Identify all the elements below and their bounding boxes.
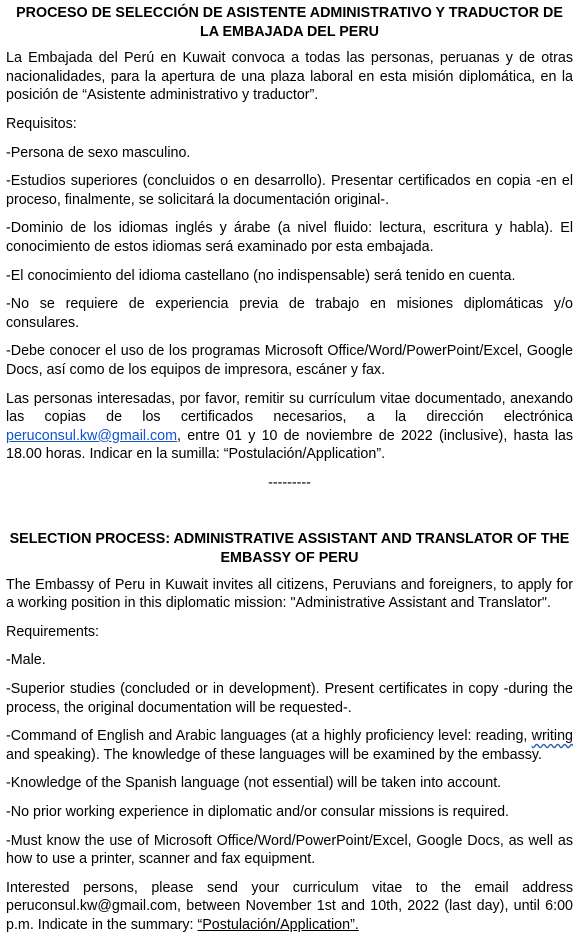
english-intro: The Embassy of Peru in Kuwait invites all citizens, Peruvians and foreigners, to apply for a working position in this diplomatic mission: "Administrative Assistant and Translator". [6, 576, 573, 612]
english-requirement-item: -Must know the use of Microsoft Office/Word/PowerPoint/Excel, Google Docs, as well as how to use a printer, scanner and fax equipment. [6, 832, 573, 868]
spanish-requirement-item: -El conocimiento del idioma castellano (no indispensable) será tenido en cuenta. [6, 267, 516, 284]
english-requirement-item: -Male. [6, 652, 46, 669]
email-link[interactable]: peruconsul.kw@gmail.com [6, 427, 178, 444]
spanish-requirement-item: -Debe conocer el uso de los programas Microsoft Office/Word/PowerPoint/Excel, Google Docs, así como de los equipos de impresora, escáner y fax. [6, 343, 573, 378]
spanish-closing-text: Las personas interesadas, por favor, remitir su currículum vitae documentado, anexando las copias de los certificados necesarios, a la dirección electrónica [6, 390, 573, 426]
spanish-title: PROCESO DE SELECCIÓN DE ASISTENTE ADMINISTRATIVO Y TRADUCTOR DE LA EMBAJADA DEL PERU [16, 5, 563, 40]
spanish-closing-text-end: , entre 01 y 10 de noviembre de 2022 (inclusive), hasta las 18.00 horas. Indicar en la sumilla: “Postulación/Application”. [6, 427, 573, 463]
english-language-text-end: and speaking). The knowledge of these languages will be examined by the embassy. [6, 746, 542, 763]
spanish-closing [6, 390, 573, 464]
english-closing [6, 879, 573, 935]
english-requirement-item: -Knowledge of the Spanish language (not essential) will be taken into account. [6, 775, 502, 792]
spanish-intro: La Embajada del Perú en Kuwait convoca a todas las personas, peruanas y de otras nacionalidades, para la apertura de una plaza laboral en esta misión diplomática, en la posición de “Asistente administrativo y traductor”. [6, 50, 573, 104]
english-closing-text: Interested persons, please send your curriculum vitae to the email address peruconsul.kw@gmail.com, between November 1st and 10th, 2022 (last day), until 6:00 p.m. Indicate in the summary: [6, 879, 573, 933]
english-requirements-heading: Requirements: [6, 623, 99, 640]
spanish-requirement-item: -Estudios superiores (concluidos o en desarrollo). Presentar certificados en copia -en el proceso, finalmente, se solicitará la documentación original-. [6, 173, 573, 208]
section-separator: --------- [268, 474, 311, 491]
spellcheck-marked-word: writing [531, 728, 573, 745]
english-section [6, 530, 573, 934]
spanish-requirement-item: -No se requiere de experiencia previa de trabajo en misiones diplomáticas y/o consulares. [6, 296, 573, 331]
english-requirement-item: -Superior studies (concluded or in development). Present certificates in copy -during the process, the original documentation will be requested-. [6, 681, 573, 716]
spanish-requirements-heading: Requisitos: [6, 115, 77, 132]
english-language-text: -Command of English and Arabic languages (at a highly proficiency level: reading, [6, 728, 532, 745]
english-requirement-item: -No prior working experience in diplomatic and/or consular missions is required. [6, 804, 509, 820]
english-requirement-item [6, 727, 573, 764]
spanish-requirement-item: -Dominio de los idiomas inglés y árabe (a nivel fluido: lectura, escritura y habla). El conocimiento de estos idiomas será examinado por esta embajada. [6, 220, 573, 255]
spanish-requirement-item: -Persona de sexo masculino. [6, 144, 191, 161]
english-closing-quoted: “Postulación/Application”. [197, 916, 359, 933]
spanish-section [6, 4, 573, 464]
english-title: SELECTION PROCESS: ADMINISTRATIVE ASSISTANT AND TRANSLATOR OF THE EMBASSY OF PERU [9, 531, 570, 567]
